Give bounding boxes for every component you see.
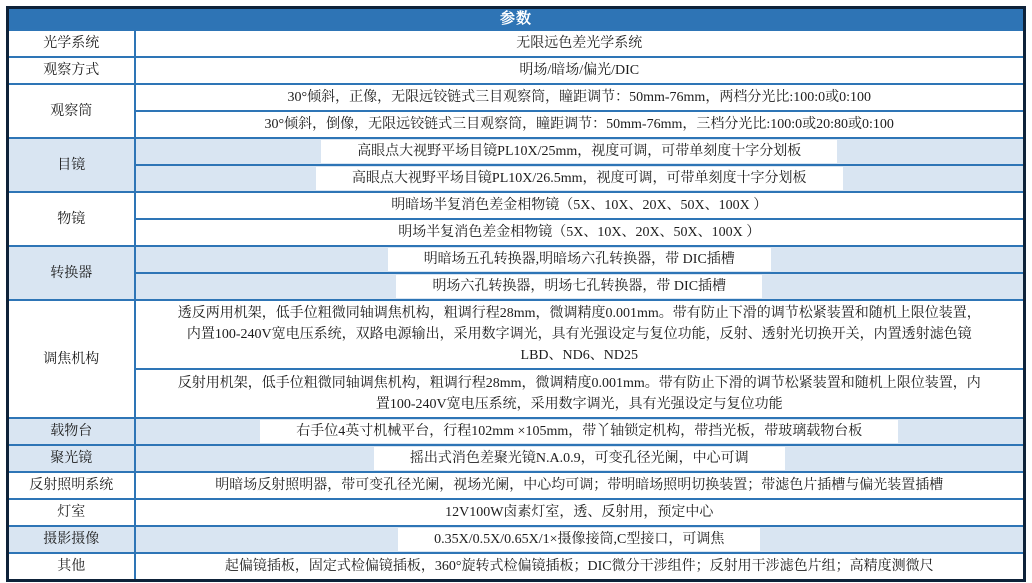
spec-value: 高眼点大视野平场目镜PL10X/25mm，视度可调，可带单刻度十字分划板 [321, 140, 837, 163]
table-row [8, 418, 1025, 445]
spec-value: 12V100W卤素灯室，透、反射用，预定中心 [445, 505, 714, 520]
spec-label: 聚光镜 [8, 445, 135, 472]
spec-label: 光学系统 [8, 30, 135, 57]
spec-value: 高眼点大视野平场目镜PL10X/26.5mm，视度可调，可带单刻度十字分划板 [316, 167, 843, 190]
spec-value: 0.35X/0.5X/0.65X/1×摄像接筒,C型接口，可调焦 [398, 528, 760, 551]
spec-value-cell [135, 192, 1025, 219]
spec-value: 明场六孔转换器，明场七孔转换器，带 DIC插槽 [396, 275, 762, 298]
spec-label: 灯室 [8, 499, 135, 526]
spec-value-cell [135, 418, 1025, 445]
table-row [8, 246, 1025, 273]
spec-value-cell [135, 369, 1025, 418]
table-row [8, 300, 1025, 369]
table-row [8, 445, 1025, 472]
spec-value: 30°倾斜，正像，无限远铰链式三目观察筒，瞳距调节：50mm-76mm，两档分光比:100:0或0:100 [287, 90, 871, 105]
table-row [8, 57, 1025, 84]
table-row [8, 526, 1025, 553]
header-row [8, 8, 1025, 31]
spec-value-cell [135, 472, 1025, 499]
spec-value: 透反两用机架，低手位粗微同轴调焦机构，粗调行程28mm，微调精度0.001mm。带有防止下滑的调节松紧装置和随机上限位装置，内置100-240V宽电压系统，双路电源输出，采用数字调光，具有光强设定与复位功能，反射、透射光切换开关，内置透射滤色镜LBD、ND6、ND25 [177, 306, 981, 363]
spec-value: 明暗场反射照明器，带可变孔径光阑，视场光阑，中心均可调；带明暗场照明切换装置；带滤色片插槽与偏光装置插槽 [215, 478, 944, 493]
spec-value: 反射用机架，低手位粗微同轴调焦机构，粗调行程28mm，微调精度0.001mm。带有防止下滑的调节松紧装置和随机上限位装置，内置100-240V宽电压系统，采用数字调光，具有光强设定与复位功能 [177, 375, 981, 412]
spec-value-cell [135, 111, 1025, 138]
spec-value: 明暗场五孔转换器,明暗场六孔转换器，带 DIC插槽 [388, 248, 771, 271]
table-row [8, 472, 1025, 499]
table-title: 参数 [8, 8, 1025, 31]
spec-value-cell [135, 138, 1025, 165]
spec-value: 明场半复消色差金相物镜（5X、10X、20X、50X、100X ） [398, 225, 761, 240]
spec-label: 转换器 [8, 246, 135, 300]
spec-value-cell [135, 57, 1025, 84]
spec-label: 反射照明系统 [8, 472, 135, 499]
table-row [8, 165, 1025, 192]
table-row [8, 138, 1025, 165]
spec-label: 摄影摄像 [8, 526, 135, 553]
spec-value: 30°倾斜，倒像，无限远铰链式三目观察筒，瞳距调节：50mm-76mm，三档分光比:100:0或20:80或0:100 [264, 117, 894, 132]
table-row [8, 553, 1025, 581]
spec-label: 观察筒 [8, 84, 135, 138]
spec-value-cell [135, 84, 1025, 111]
table-row [8, 273, 1025, 300]
spec-value: 无限远色差光学系统 [516, 36, 643, 51]
table-row [8, 499, 1025, 526]
spec-value-cell [135, 246, 1025, 273]
spec-value: 摇出式消色差聚光镜N.A.0.9，可变孔径光阑，中心可调 [374, 447, 785, 470]
spec-value: 右手位4英寸机械平台，行程102mm ×105mm，带丫轴锁定机构，带挡光板，带玻璃载物台板 [260, 420, 898, 443]
spec-value-cell [135, 526, 1025, 553]
spec-value-cell [135, 499, 1025, 526]
table-row [8, 369, 1025, 418]
spec-value-cell [135, 445, 1025, 472]
spec-label: 其他 [8, 553, 135, 581]
spec-value: 明场/暗场/偏光/DIC [519, 63, 640, 78]
spec-label: 载物台 [8, 418, 135, 445]
table-row [8, 111, 1025, 138]
spec-value-cell [135, 300, 1025, 369]
spec-value: 起偏镜插板，固定式检偏镜插板，360°旋转式检偏镜插板；DIC微分干涉组件；反射用干涉滤色片组；高精度测微尺 [224, 559, 934, 574]
spec-label: 目镜 [8, 138, 135, 192]
table-row [8, 192, 1025, 219]
table-row [8, 219, 1025, 246]
spec-value-cell [135, 273, 1025, 300]
spec-label: 物镜 [8, 192, 135, 246]
spec-value-cell [135, 165, 1025, 192]
spec-value: 明暗场半复消色差金相物镜（5X、10X、20X、50X、100X ） [391, 198, 768, 213]
spec-value-cell [135, 553, 1025, 581]
spec-label: 观察方式 [8, 57, 135, 84]
spec-value-cell [135, 30, 1025, 57]
spec-table [6, 6, 1026, 582]
table-row [8, 84, 1025, 111]
spec-label: 调焦机构 [8, 300, 135, 418]
spec-value-cell [135, 219, 1025, 246]
table-row [8, 30, 1025, 57]
